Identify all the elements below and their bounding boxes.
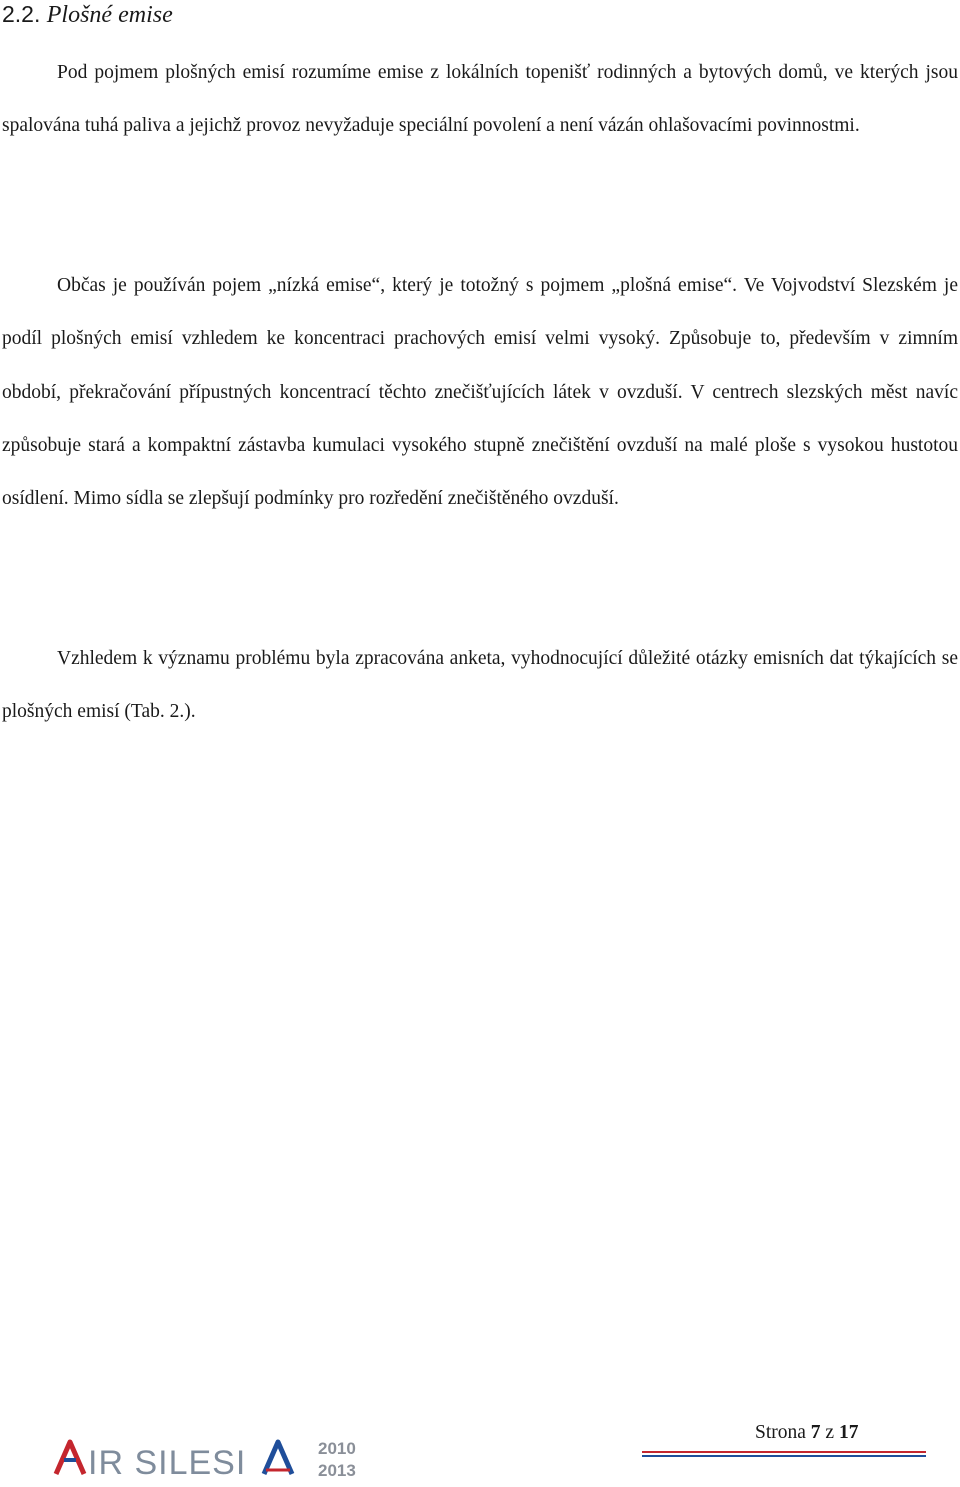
- logo-wordmark: IR SILESI: [88, 1444, 247, 1480]
- page-separator: z: [825, 1422, 835, 1443]
- page-prefix: Strona: [755, 1422, 806, 1443]
- page-number: [755, 1420, 858, 1446]
- page-total: 17: [838, 1422, 859, 1443]
- section-number: 2.2.: [2, 1, 41, 27]
- footer-decorative-line: [640, 1450, 928, 1458]
- paragraph-3: Vzhledem k významu problému byla zpracována anketa, vyhodnocující důležité otázky emisních dat týkajících se plošných emisí (Tab. 2.).: [2, 648, 958, 723]
- air-silesia-logo: [52, 1432, 372, 1480]
- paragraph-1: Pod pojmem plošných emisí rozumíme emise z lokálních topenišť rodinných a bytových domů, ve kterých jsou spalována tuhá paliva a jejichž provoz nevyžaduje speciální povolení a není vázán ohlašovacími povinnostmi.: [2, 62, 958, 137]
- section-heading: [2, 0, 173, 29]
- section-title: Plošné emise: [46, 2, 173, 28]
- paragraph-2: Občas je používán pojem „nízká emise“, který je totožný s pojmem „plošná emise“. Ve Vojvodství Slezském je podíl plošných emisí vzhledem ke koncentraci prachových emisí velmi vysoký. Způsobuje to, především v zimním období, překračování přípustných koncentrací těchto znečišťujících látek v ovzduší. V centrech slezských měst navíc způsobuje stará a kompaktní zástavba kumulaci vysokého stupně znečištění ovzduší na malé ploše s vysokou hustotou osídlení. Mimo sídla se zlepšují podmínky pro rozředění znečištěného ovzduší.: [2, 275, 958, 510]
- page-current: 7: [810, 1422, 821, 1443]
- logo-year-end: 2013: [318, 1461, 356, 1480]
- logo-year-start: 2010: [318, 1439, 356, 1458]
